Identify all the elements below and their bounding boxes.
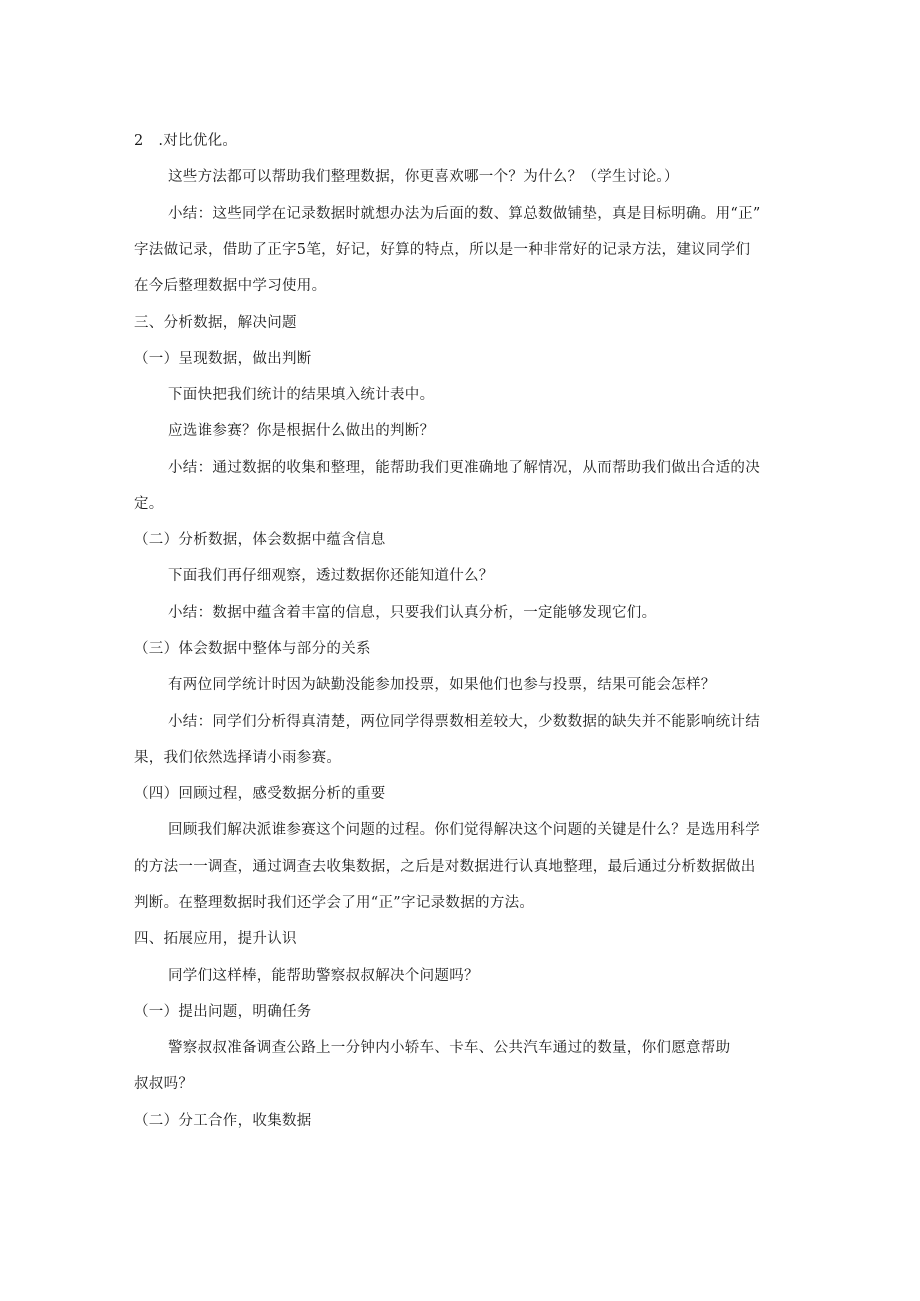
paragraph-line: 定。 xyxy=(134,496,164,512)
subsection-heading: （一）提出问题，明确任务 xyxy=(134,1004,312,1020)
paragraph-line: 的方法一一调查，通过调查去收集数据，之后是对数据进行认真地整理，最后通过分析数据做出 xyxy=(134,859,756,875)
paragraph-line: 有两位同学统计时因为缺勤没能参加投票，如果他们也参与投票，结果可能会怎样？ xyxy=(168,677,716,693)
paragraph-line: 同学们这样棒，能帮助警察叔叔解决个问题吗？ xyxy=(168,968,479,984)
paragraph-line: 果，我们依然选择请小雨参赛。 xyxy=(134,750,342,766)
subsection-heading: （一）呈现数据，做出判断 xyxy=(134,351,312,367)
subsection-heading: （二）分工合作，收集数据 xyxy=(134,1113,312,1129)
section-heading: 四、拓展应用，提升认识 xyxy=(134,931,297,947)
subsection-heading: （二）分析数据，体会数据中蕴含信息 xyxy=(134,532,386,548)
subsection-heading: （三）体会数据中整体与部分的关系 xyxy=(134,641,371,657)
summary-line: 小结：数据中蕴含着丰富的信息，只要我们认真分析，一定能够发现它们。 xyxy=(168,605,657,621)
paragraph-line: 应选谁参赛？你是根据什么做出的判断？ xyxy=(168,423,435,439)
summary-line: 小结：通过数据的收集和整理，能帮助我们更准确地了解情况，从而帮助我们做出合适的决 xyxy=(168,460,760,476)
paragraph-line: 字法做记录，借助了正字5笔，好记，好算的特点，所以是一种非常好的记录方法，建议同学们 xyxy=(134,242,751,258)
paragraph-line: 叔叔吗？ xyxy=(134,1076,194,1092)
paragraph-line: 回顾我们解决派谁参赛这个问题的过程。你们觉得解决这个问题的关键是什么？是选用科学 xyxy=(168,822,760,838)
paragraph-line: 下面快把我们统计的结果填入统计表中。 xyxy=(168,387,435,403)
paragraph-line: 下面我们再仔细观察，透过数据你还能知道什么？ xyxy=(168,568,494,584)
summary-line: 小结：这些同学在记录数据时就想办法为后面的数、算总数做铺垫，真是目标明确。用“正” xyxy=(168,206,761,222)
summary-line: 小结：同学们分析得真清楚，两位同学得票数相差较大，少数数据的缺失并不能影响统计结 xyxy=(168,714,760,730)
paragraph-line: 警察叔叔准备调查公路上一分钟内小轿车、卡车、公共汽车通过的数量，你们愿意帮助 xyxy=(168,1040,731,1056)
list-item-heading: 2 .对比优化。 xyxy=(134,133,238,149)
paragraph-line: 这些方法都可以帮助我们整理数据，你更喜欢哪一个？为什么？（学生讨论。） xyxy=(168,169,679,185)
paragraph-line: 判断。在整理数据时我们还学会了用“正”字记录数据的方法。 xyxy=(134,895,535,911)
subsection-heading: （四）回顾过程，感受数据分析的重要 xyxy=(134,786,386,802)
section-heading: 三、分析数据，解决问题 xyxy=(134,315,297,331)
paragraph-line: 在今后整理数据中学习使用。 xyxy=(134,278,327,294)
